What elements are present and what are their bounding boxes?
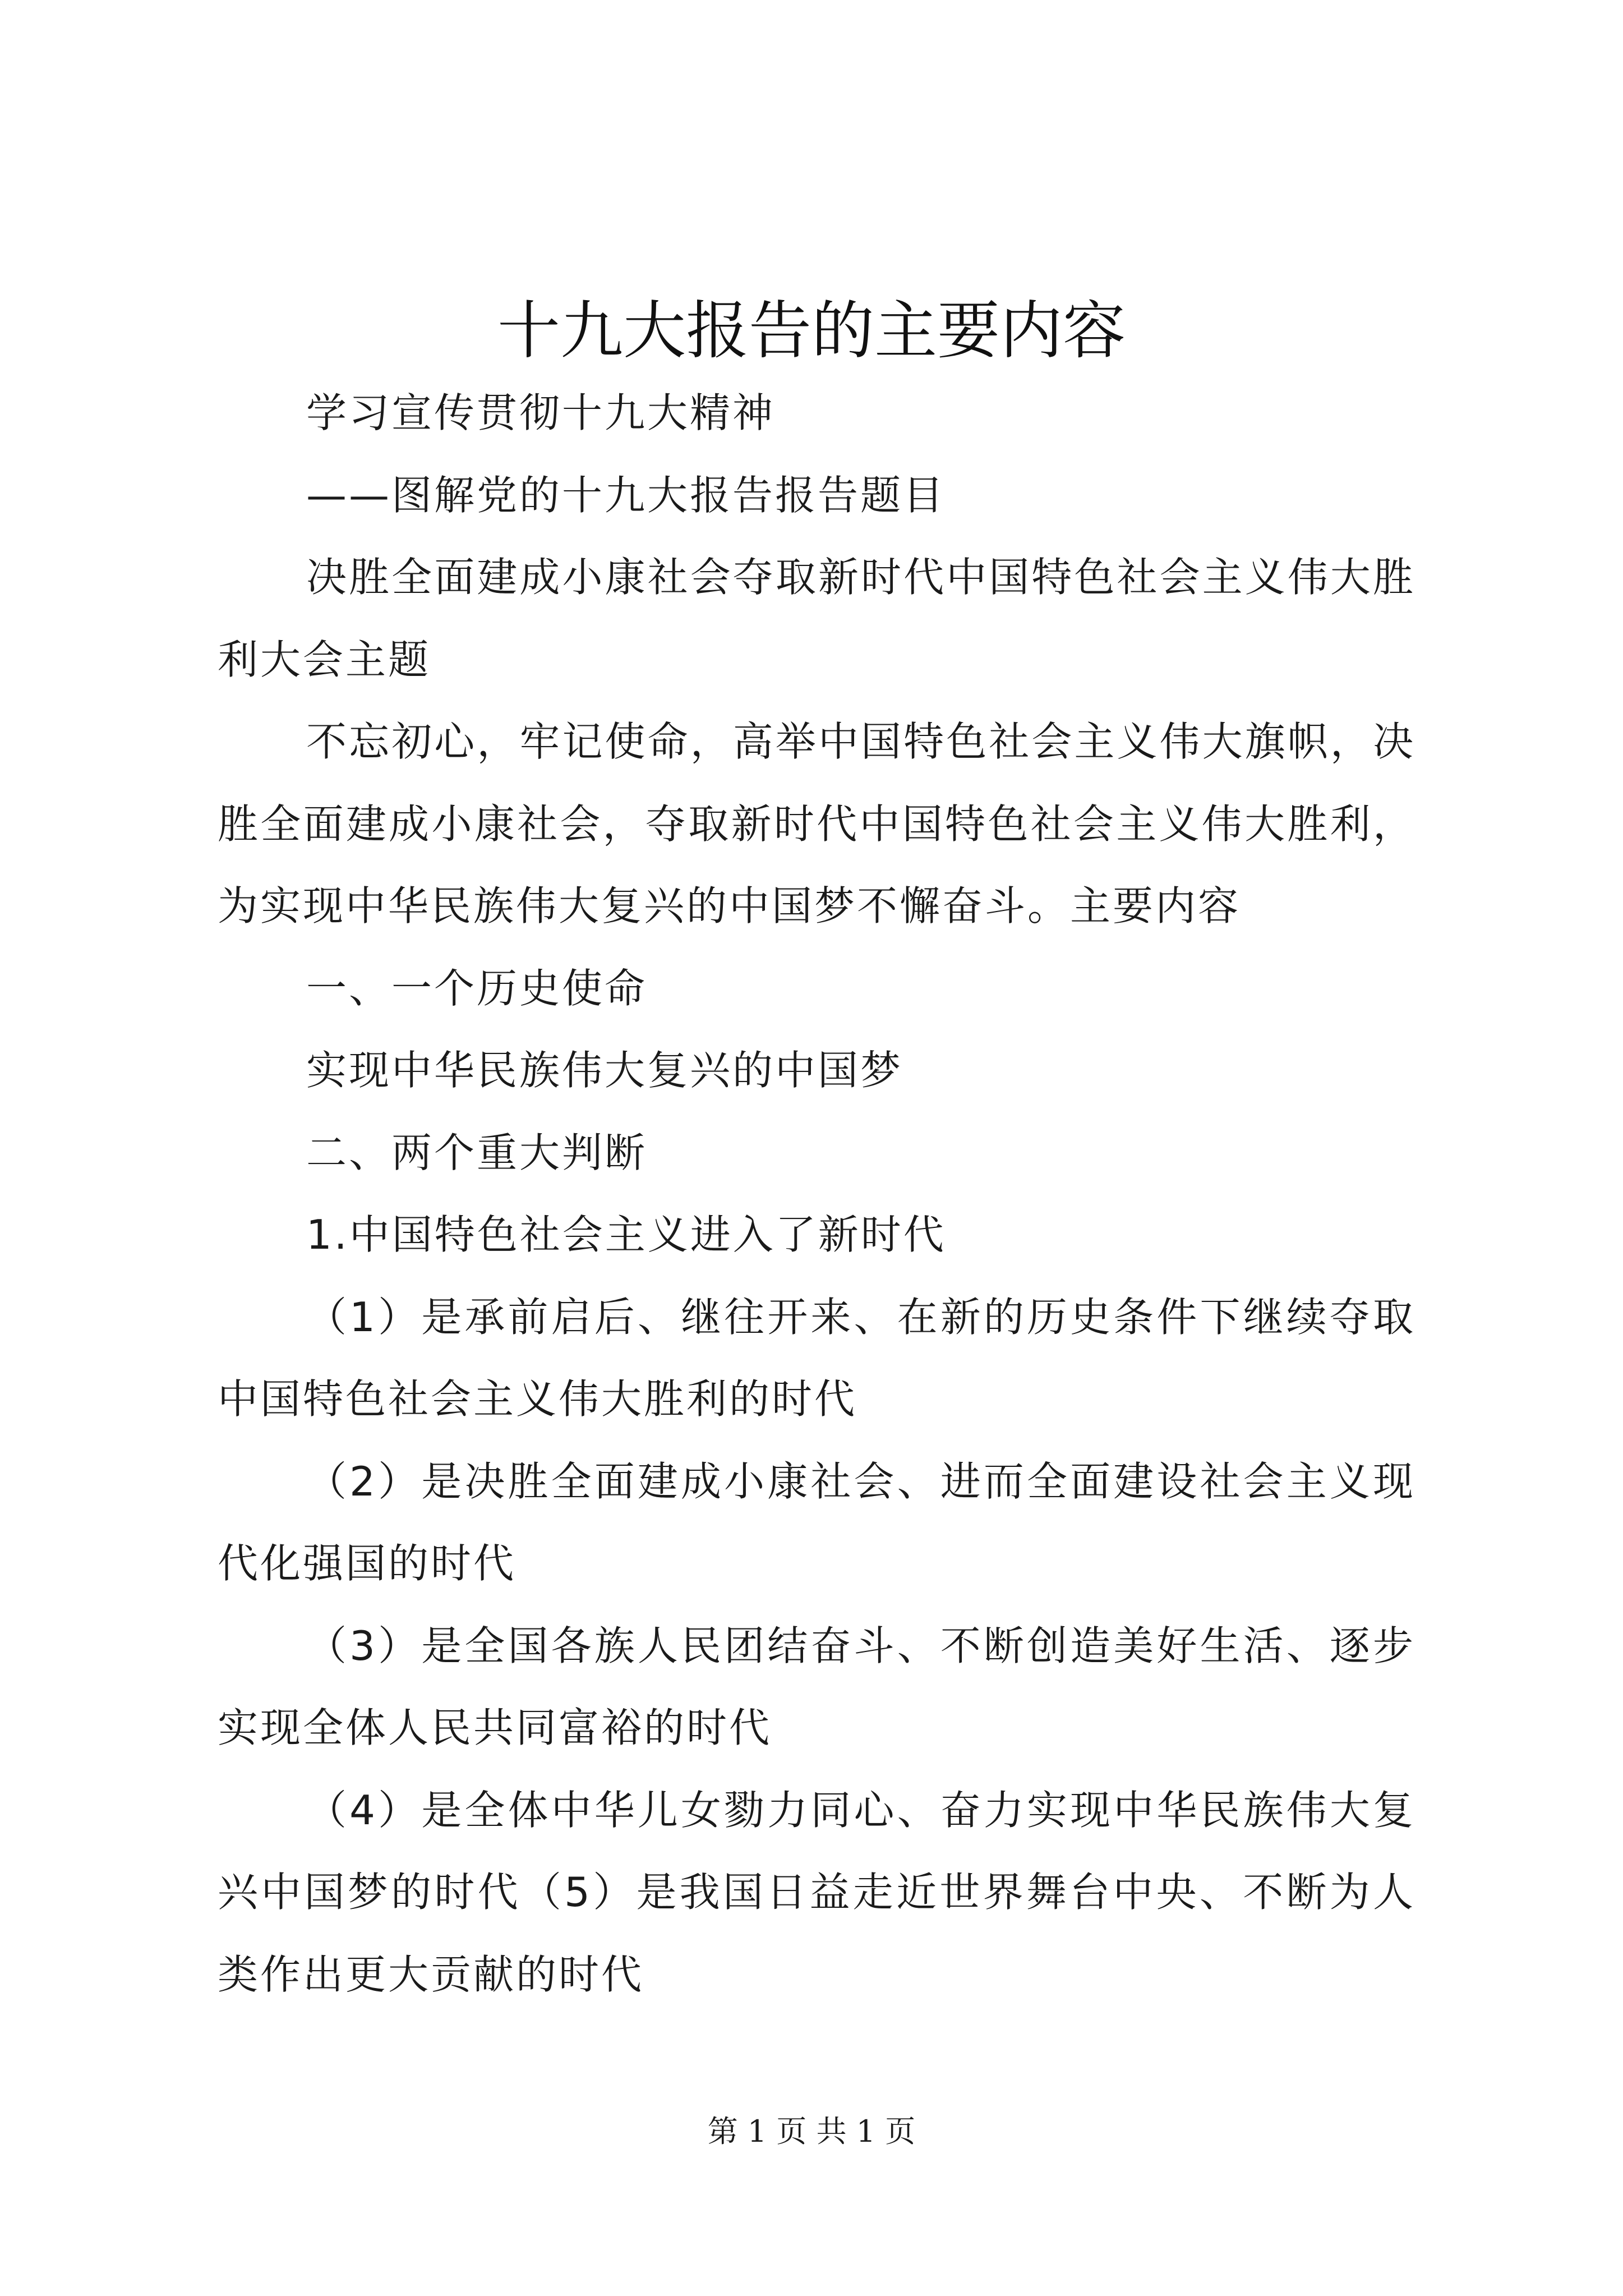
document-title: 十九大报告的主要内容 xyxy=(497,295,1126,367)
paragraph-new-era: 1.中国特色社会主义进入了新时代 xyxy=(306,1211,946,1258)
paragraph-subtitle: 学习宣传贯彻十九大精神 xyxy=(306,389,776,436)
paragraph-item-3: （3）是全国各族人民团结奋斗、不断创造美好生活、逐步实现全体人民共同富裕的时代 xyxy=(218,1622,1415,1751)
paragraph-report-title: 决胜全面建成小康社会夺取新时代中国特色社会主义伟大胜利大会主题 xyxy=(218,554,1415,683)
paragraph-theme: 不忘初心，牢记使命，高举中国特色社会主义伟大旗帜，决胜全面建成小康社会，夺取新时代中国特色社会主义伟大胜利，为实现中华民族伟大复兴的中国梦不懈奋斗。主要内容 xyxy=(218,718,1415,930)
paragraph-item-1: （1）是承前启后、继往开来、在新的历史条件下继续夺取中国特色社会主义伟大胜利的时代 xyxy=(218,1293,1415,1423)
paragraph-report-heading: ——图解党的十九大报告报告题目 xyxy=(306,471,946,519)
paragraph-section-two: 二、两个重大判断 xyxy=(306,1129,648,1176)
paragraph-item-2: （2）是决胜全面建成小康社会、进而全面建设社会主义现代化强国的时代 xyxy=(218,1457,1415,1587)
page-number-footer: 第 1 页 共 1 页 xyxy=(707,2114,916,2149)
paragraph-section-one: 一、一个历史使命 xyxy=(306,964,648,1012)
document-body xyxy=(218,372,1415,2016)
paragraph-mission: 实现中华民族伟大复兴的中国梦 xyxy=(306,1047,903,1094)
paragraph-item-4-5: （4）是全体中华儿女勠力同心、奋力实现中华民族伟大复兴中国梦的时代（5）是我国日益走近世界舞台中央、不断为人类作出更大贡献的时代 xyxy=(218,1786,1415,1998)
